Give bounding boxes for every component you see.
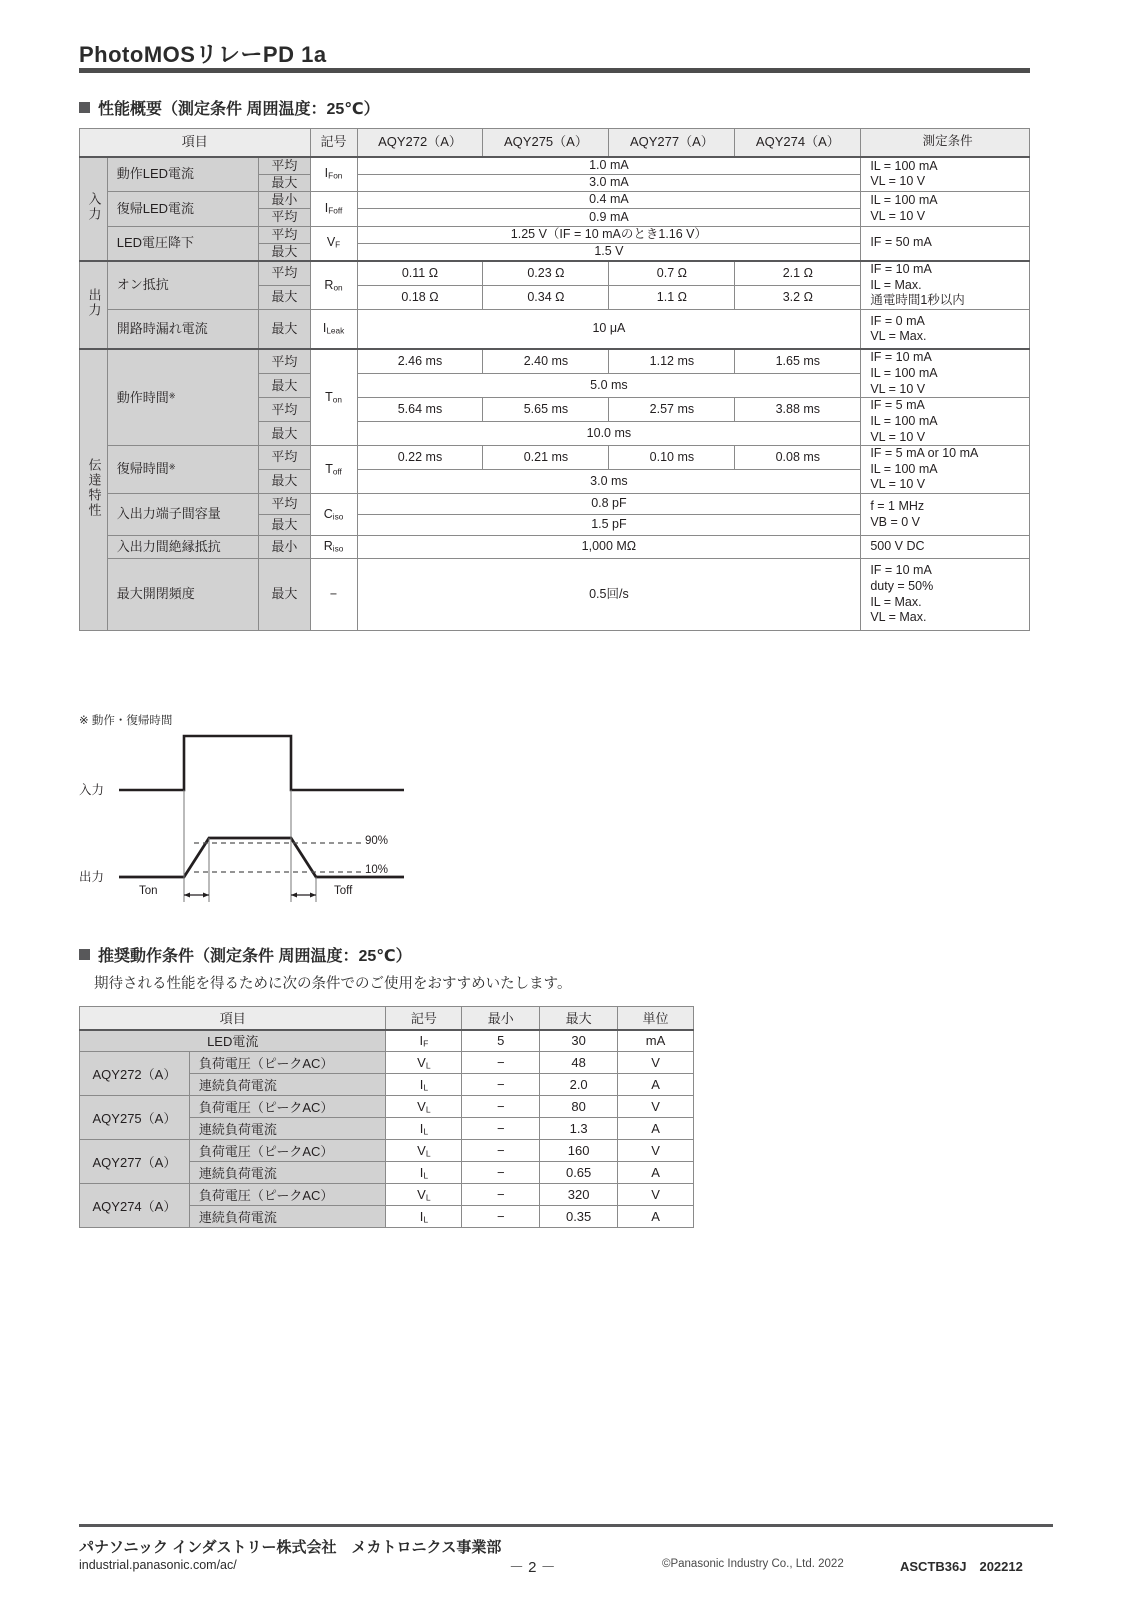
cond-line: IL = 100 mA [870, 413, 938, 428]
item-load-voltage: 負荷電圧（ピークAC） [189, 1184, 386, 1206]
symbol-ron: $R_{on}$ [310, 261, 357, 309]
table-row [80, 261, 1030, 286]
value-max: 320 [540, 1184, 618, 1206]
note-marker: ※ [168, 391, 176, 400]
symbol-vl: $V_L$ [386, 1096, 462, 1118]
value-ron-max-aqy277: 1.1 Ω [609, 286, 735, 310]
part-name-aqy272: AQY272（A） [80, 1052, 190, 1096]
table-row [80, 1052, 694, 1074]
toff-arrow-head-right [310, 893, 316, 898]
header-unit: 単位 [618, 1007, 694, 1030]
symbol-vl: $V_L$ [386, 1140, 462, 1162]
symbol-vl: $V_L$ [386, 1184, 462, 1206]
cond-line: VL = Max. [870, 329, 927, 344]
cond-line: IL = 100 mA [870, 366, 938, 380]
performance-table [79, 128, 1030, 631]
section2-heading [79, 943, 412, 966]
section2-heading-text: 推奨動作条件（測定条件 周囲温度：25℃） [98, 948, 412, 965]
condition-ton-1 [861, 349, 1030, 397]
footer-divider [79, 1524, 1053, 1527]
value-riso-min: 1,000 MΩ [357, 536, 861, 559]
table-row [80, 559, 1030, 631]
value-max: 2.0 [540, 1074, 618, 1096]
table-row [80, 1096, 694, 1118]
minmax-avg: 平均 [259, 209, 310, 226]
cond-line: VL = 10 V [870, 477, 926, 492]
value-unit: A [618, 1162, 694, 1184]
minmax-max: 最大 [259, 374, 310, 398]
symbol-il: $I_L$ [386, 1206, 462, 1228]
ton-arrow-head-left [184, 893, 190, 898]
minmax-min: 最小 [259, 536, 310, 559]
table-row [80, 309, 1030, 349]
part-name-aqy277: AQY277（A） [80, 1140, 190, 1184]
table-row [80, 1184, 694, 1206]
value-unit: V [618, 1140, 694, 1162]
item-ron: オン抵抗 [107, 261, 259, 309]
condition-ciso [861, 494, 1030, 536]
minmax-avg: 平均 [259, 157, 310, 175]
table-row [80, 192, 1030, 209]
value-led-unit: mA [618, 1030, 694, 1052]
minmax-max: 最大 [259, 309, 310, 349]
symbol-ifoff: $I_{Foff}$ [310, 192, 357, 227]
value-ton-avg2-aqy275: 5.65 ms [483, 398, 609, 422]
minmax-max: 最大 [259, 286, 310, 310]
cond-line: duty = 50% [870, 578, 934, 593]
condition-riso [861, 536, 1030, 559]
value-max: 80 [540, 1096, 618, 1118]
symbol-vf: $V_F$ [310, 226, 357, 261]
header-part-aqy274: AQY274（A） [735, 129, 861, 157]
part-name-aqy274: AQY274（A） [80, 1184, 190, 1228]
note-marker: ※ [168, 462, 176, 472]
footer-page-number: － 2 － [509, 1559, 556, 1576]
symbol-il: $I_L$ [386, 1162, 462, 1184]
header-item: 項目 [80, 1007, 386, 1030]
section1-heading-text: 性能概要（測定条件 周囲温度：25℃） [98, 101, 380, 118]
symbol-ifon: $I_{Fon}$ [310, 157, 357, 192]
symbol-vl: $V_L$ [386, 1052, 462, 1074]
item-ifoff: 復帰LED電流 [107, 192, 259, 227]
cond-line: IF = 50 mA [870, 235, 932, 250]
table-row [80, 157, 1030, 175]
symbol-freq: − [310, 559, 357, 631]
item-load-voltage: 負荷電圧（ピークAC） [189, 1096, 386, 1118]
minmax-max: 最大 [259, 243, 310, 261]
table-row [80, 446, 1030, 470]
output-waveform [119, 838, 404, 877]
value-min: − [462, 1140, 540, 1162]
condition-ron [861, 261, 1030, 309]
item-load-current: 連続負荷電流 [189, 1206, 386, 1228]
cond-line: IF = 0 mA [870, 313, 925, 328]
symbol-ton: $T_{on}$ [310, 349, 357, 445]
toff-arrow-head-left [291, 893, 297, 898]
item-freq: 最大開閉頻度 [107, 559, 259, 631]
item-ifon: 動作LED電流 [107, 157, 259, 192]
diagram-output-label: 出力 [79, 870, 105, 884]
value-ron-avg-aqy274: 2.1 Ω [735, 261, 861, 286]
value-ron-avg-aqy275: 0.23 Ω [483, 261, 609, 286]
cond-line: IF = 10 mA [870, 262, 932, 276]
item-riso: 入出力間絶縁抵抗 [107, 536, 259, 559]
diagram-ton-label: Ton [139, 885, 158, 897]
minmax-avg: 平均 [259, 494, 310, 515]
header-min: 最小 [462, 1007, 540, 1030]
value-ciso-avg: 0.8 pF [357, 494, 861, 515]
value-ifoff-avg: 0.9 mA [357, 209, 861, 226]
value-unit: V [618, 1052, 694, 1074]
minmax-avg: 平均 [259, 398, 310, 422]
page-title: PhotoMOSリレーPD 1a [79, 42, 327, 67]
condition-vf [861, 226, 1030, 261]
value-ciso-max: 1.5 pF [357, 515, 861, 536]
minmax-max: 最大 [259, 559, 310, 631]
minmax-avg: 平均 [259, 349, 310, 374]
cond-line: VL = Max. [870, 610, 927, 625]
value-min: − [462, 1118, 540, 1140]
minmax-avg: 平均 [259, 261, 310, 286]
cond-line: IL = 100 mA [870, 158, 938, 173]
cond-line: IF = 10 mA [870, 563, 932, 578]
footer-copyright: ©Panasonic Industry Co., Ltd. 2022 [662, 1558, 844, 1570]
diagram-level-10-label: 10% [365, 864, 389, 876]
timing-diagram [79, 722, 499, 917]
value-ton-avg2-aqy277: 2.57 ms [609, 398, 735, 422]
cond-line: VL = 10 V [870, 429, 926, 444]
cond-line: VL = 10 V [870, 381, 926, 396]
section2-note: 期待される性能を得るために次の条件でのご使用をおすすめいたします。 [94, 976, 572, 992]
table-header-row [80, 1007, 694, 1030]
diagram-level-90-label: 90% [365, 835, 389, 847]
value-toff-avg-aqy272: 0.22 ms [357, 446, 483, 470]
ton-arrow-head-right [203, 893, 209, 898]
symbol-toff: $T_{off}$ [310, 446, 357, 494]
group-input: 入力 [80, 157, 108, 262]
value-leak-max: 10 μA [357, 309, 861, 349]
value-unit: A [618, 1118, 694, 1140]
value-unit: V [618, 1096, 694, 1118]
cond-line: IL = 100 mA [870, 193, 938, 208]
value-toff-max: 3.0 ms [357, 470, 861, 494]
cond-line: IL = Max. [870, 277, 922, 292]
cond-line: IL = 100 mA [870, 461, 938, 476]
group-transfer: 伝達特性 [80, 349, 108, 630]
value-ron-max-aqy275: 0.34 Ω [483, 286, 609, 310]
item-toff: 復帰時間※ [107, 446, 259, 494]
value-unit: A [618, 1074, 694, 1096]
condition-ton-2 [861, 398, 1030, 446]
cond-line: IF = 5 mA [870, 398, 925, 413]
table-row [80, 1140, 694, 1162]
value-ifon-avg: 1.0 mA [357, 157, 861, 175]
minmax-avg: 平均 [259, 226, 310, 243]
item-load-current: 連続負荷電流 [189, 1118, 386, 1140]
value-toff-avg-aqy274: 0.08 ms [735, 446, 861, 470]
item-ton: 動作時間※ [107, 349, 259, 445]
value-max: 0.65 [540, 1162, 618, 1184]
item-led-current: LED電流 [80, 1030, 386, 1052]
value-ton-max1: 5.0 ms [357, 374, 861, 398]
cond-line: VL = 10 V [870, 208, 926, 223]
recommended-conditions-table [79, 1006, 694, 1228]
value-freq-max: 0.5回/s [357, 559, 861, 631]
symbol-riso: $R_{iso}$ [310, 536, 357, 559]
value-max: 48 [540, 1052, 618, 1074]
header-max: 最大 [540, 1007, 618, 1030]
item-vf: LED電圧降下 [107, 226, 259, 261]
cond-line: IL = Max. [870, 594, 922, 609]
header-part-aqy275: AQY275（A） [483, 129, 609, 157]
condition-toff [861, 446, 1030, 494]
symbol-il: $I_L$ [386, 1074, 462, 1096]
cond-line: IF = 5 mA or 10 mA [870, 446, 979, 461]
footer-company: パナソニック インダストリー株式会社 メカトロニクス事業部 [79, 1539, 502, 1556]
value-vf-avg: 1.25 V（IF = 10 mAのとき1.16 V） [357, 226, 861, 243]
cond-line: 500 V DC [870, 539, 925, 554]
symbol-il: $I_L$ [386, 1118, 462, 1140]
header-condition: 測定条件 [861, 129, 1030, 157]
part-name-aqy275: AQY275（A） [80, 1096, 190, 1140]
diagram-note: ※ 動作・復帰時間 [79, 715, 173, 727]
value-ton-avg1-aqy274: 1.65 ms [735, 349, 861, 374]
condition-ifon [861, 157, 1030, 192]
footer-document-code: ASCTB36J 202212 [900, 1559, 1023, 1574]
value-ifon-max: 3.0 mA [357, 174, 861, 191]
value-vf-max: 1.5 V [357, 243, 861, 261]
value-toff-avg-aqy275: 0.21 ms [483, 446, 609, 470]
value-max: 160 [540, 1140, 618, 1162]
bullet-square-icon [79, 102, 90, 113]
value-ron-max-aqy274: 3.2 Ω [735, 286, 861, 310]
input-waveform [119, 736, 404, 790]
value-ton-avg1-aqy272: 2.46 ms [357, 349, 483, 374]
value-min: − [462, 1184, 540, 1206]
item-load-voltage: 負荷電圧（ピークAC） [189, 1140, 386, 1162]
item-load-current: 連続負荷電流 [189, 1074, 386, 1096]
title-divider [79, 68, 1030, 73]
value-max: 0.35 [540, 1206, 618, 1228]
cond-line: IF = 10 mA [870, 350, 932, 365]
value-toff-avg-aqy277: 0.10 ms [609, 446, 735, 470]
value-min: − [462, 1162, 540, 1184]
minmax-avg: 平均 [259, 446, 310, 470]
minmax-max: 最大 [259, 422, 310, 446]
value-ton-avg1-aqy275: 2.40 ms [483, 349, 609, 374]
minmax-max: 最大 [259, 174, 310, 191]
value-led-min: 5 [462, 1030, 540, 1052]
minmax-min: 最小 [259, 192, 310, 209]
section1-heading [79, 96, 380, 119]
table-row [80, 536, 1030, 559]
value-ton-avg2-aqy274: 3.88 ms [735, 398, 861, 422]
table-row [80, 349, 1030, 374]
value-min: − [462, 1206, 540, 1228]
value-ifoff-min: 0.4 mA [357, 192, 861, 209]
header-symbol: 記号 [386, 1007, 462, 1030]
item-load-current: 連続負荷電流 [189, 1162, 386, 1184]
value-ron-avg-aqy277: 0.7 Ω [609, 261, 735, 286]
condition-freq [861, 559, 1030, 631]
bullet-square-icon [79, 949, 90, 960]
group-output: 出力 [80, 261, 108, 349]
value-min: − [462, 1052, 540, 1074]
table-header-row [80, 129, 1030, 157]
cond-line: VB = 0 V [870, 514, 920, 529]
item-load-voltage: 負荷電圧（ピークAC） [189, 1052, 386, 1074]
value-unit: A [618, 1206, 694, 1228]
item-ciso: 入出力端子間容量 [107, 494, 259, 536]
header-part-aqy272: AQY272（A） [357, 129, 483, 157]
symbol-ciso: $C_{iso}$ [310, 494, 357, 536]
value-ron-avg-aqy272: 0.11 Ω [357, 261, 483, 286]
table-row [80, 226, 1030, 243]
header-item: 項目 [80, 129, 311, 157]
footer-url[interactable]: industrial.panasonic.com/ac/ [79, 1558, 237, 1572]
value-max: 1.3 [540, 1118, 618, 1140]
table-row [80, 1030, 694, 1052]
symbol-if: $I_F$ [386, 1030, 462, 1052]
minmax-max: 最大 [259, 515, 310, 536]
condition-ifoff [861, 192, 1030, 227]
value-ton-avg1-aqy277: 1.12 ms [609, 349, 735, 374]
header-symbol: 記号 [310, 129, 357, 157]
table-row [80, 494, 1030, 515]
value-ton-avg2-aqy272: 5.64 ms [357, 398, 483, 422]
symbol-leak: $I_{Leak}$ [310, 309, 357, 349]
cond-line: VL = 10 V [870, 174, 926, 189]
diagram-input-label: 入力 [79, 783, 105, 797]
header-part-aqy277: AQY277（A） [609, 129, 735, 157]
value-min: − [462, 1074, 540, 1096]
value-led-max: 30 [540, 1030, 618, 1052]
condition-leak [861, 309, 1030, 349]
timing-diagram-svg [79, 722, 499, 912]
value-min: − [462, 1096, 540, 1118]
item-leak: 開路時漏れ電流 [107, 309, 259, 349]
value-ton-max2: 10.0 ms [357, 422, 861, 446]
diagram-toff-label: Toff [334, 885, 353, 897]
cond-line: f = 1 MHz [870, 498, 925, 513]
cond-line: 通電時間1秒以内 [870, 293, 965, 308]
minmax-max: 最大 [259, 470, 310, 494]
value-unit: V [618, 1184, 694, 1206]
value-ron-max-aqy272: 0.18 Ω [357, 286, 483, 310]
